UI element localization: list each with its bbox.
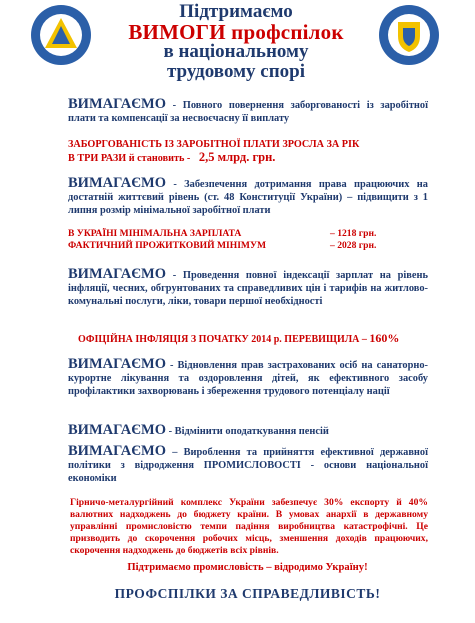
debt-amount: 2,5 млрд. грн.: [198, 150, 276, 164]
inflation-value: 160%: [369, 331, 400, 345]
demand-6: [68, 445, 428, 485]
demand-4: [68, 358, 428, 398]
min-wage-row: [68, 228, 377, 239]
demand-keyword: ВИМАГАЄМО: [68, 356, 167, 372]
demand-1-fact-line-2: В ТРИ РАЗИ й становить -: [68, 153, 193, 164]
closing-slogan: ПРОФСПІЛКИ ЗА СПРАВЕДЛИВІСТЬ!: [114, 586, 381, 601]
demand-keyword: ВИМАГАЄМО: [68, 266, 167, 282]
subsistence-row: [68, 240, 377, 251]
industry-slogan: Підтримаємо промисловість – відродимо Україну!: [127, 562, 368, 573]
demand-3: [68, 268, 428, 308]
demand-1-fact: [68, 138, 428, 165]
title-line-1: Підтримаємо: [179, 1, 293, 22]
subsistence-value: – 2028 грн.: [330, 240, 377, 251]
title-line-4: трудовому спорі: [166, 61, 305, 82]
demand-keyword: ВИМАГАЄМО: [68, 96, 167, 112]
page-title: [96, 2, 376, 82]
demand-6-text: – Вироблення та прийняття ефективної державної політики з відродження ПРОМИСЛОВОСТІ - основи національної економіки: [68, 447, 428, 484]
industry-paragraph: Гірничо-металургійний комплекс України забезпечує 30% експорту й 40% валютних надходжень до бюджету країни. В умовах анархії в державному управлінні промисловістю темпи падіння виробництва катастрофічні. Це призводить до скорочення робочих місць, зменшення доходів працюючих, скорочення надходжень до бюджетів всіх рівнів.: [70, 497, 428, 556]
demand-keyword: ВИМАГАЄМО: [68, 443, 167, 459]
union-emblem-right-icon: [378, 4, 440, 66]
subsistence-label: ФАКТИЧНИЙ ПРОЖИТКОВИЙ МІНІМУМ: [68, 240, 267, 251]
union-emblem-left-icon: [30, 4, 92, 66]
demand-keyword: ВИМАГАЄМО: [68, 175, 167, 191]
demand-1-text: - Повного повернення заборгованості із заробітної плати та компенсації за несвоєчасну її виплату: [68, 100, 428, 124]
title-line-2: ВИМОГИ профспілок: [128, 20, 344, 44]
demand-keyword: ВИМАГАЄМО: [68, 422, 167, 438]
title-line-3: в національному: [163, 41, 309, 62]
demand-3-text: - Проведення повної індексації зарплат на рівень інфляції, чесних, обгрунтованих та справедливих цін і тарифів на житлово-комунальні послуги, ліки, товари першої необхідності: [68, 270, 428, 307]
demand-5: [68, 424, 428, 438]
inflation-fact: [78, 331, 399, 346]
demand-2: [68, 177, 428, 217]
demand-5-text: - Відмінити оподаткування пенсій: [166, 426, 329, 437]
demand-4-text: - Відновлення прав застрахованих осіб на санаторно-курортне лікування та оздоровлення дітей, як ефективного засобу профілактики захворювань і збереження трудового потенціалу нації: [68, 360, 428, 397]
min-wage-label: В УКРАЇНІ МІНІМАЛЬНА ЗАРПЛАТА: [68, 228, 242, 239]
demand-1-fact-line-1: ЗАБОРГОВАНІСТЬ ІЗ ЗАРОБІТНОЇ ПЛАТИ ЗРОСЛА ЗА РІК: [68, 139, 360, 150]
demand-1: [68, 98, 428, 125]
inflation-fact-text: ОФІЦІЙНА ІНФЛЯЦІЯ З ПОЧАТКУ 2014 р. ПЕРЕВИЩИЛА –: [78, 334, 370, 345]
min-wage-value: – 1218 грн.: [330, 228, 377, 239]
demand-2-text: - Забезпечення дотримання права працюючих на достатній життєвий рівень (ст. 48 Конституції України) – підвищити з 1 липня розмір мінімальної заробітної плати: [68, 179, 428, 216]
